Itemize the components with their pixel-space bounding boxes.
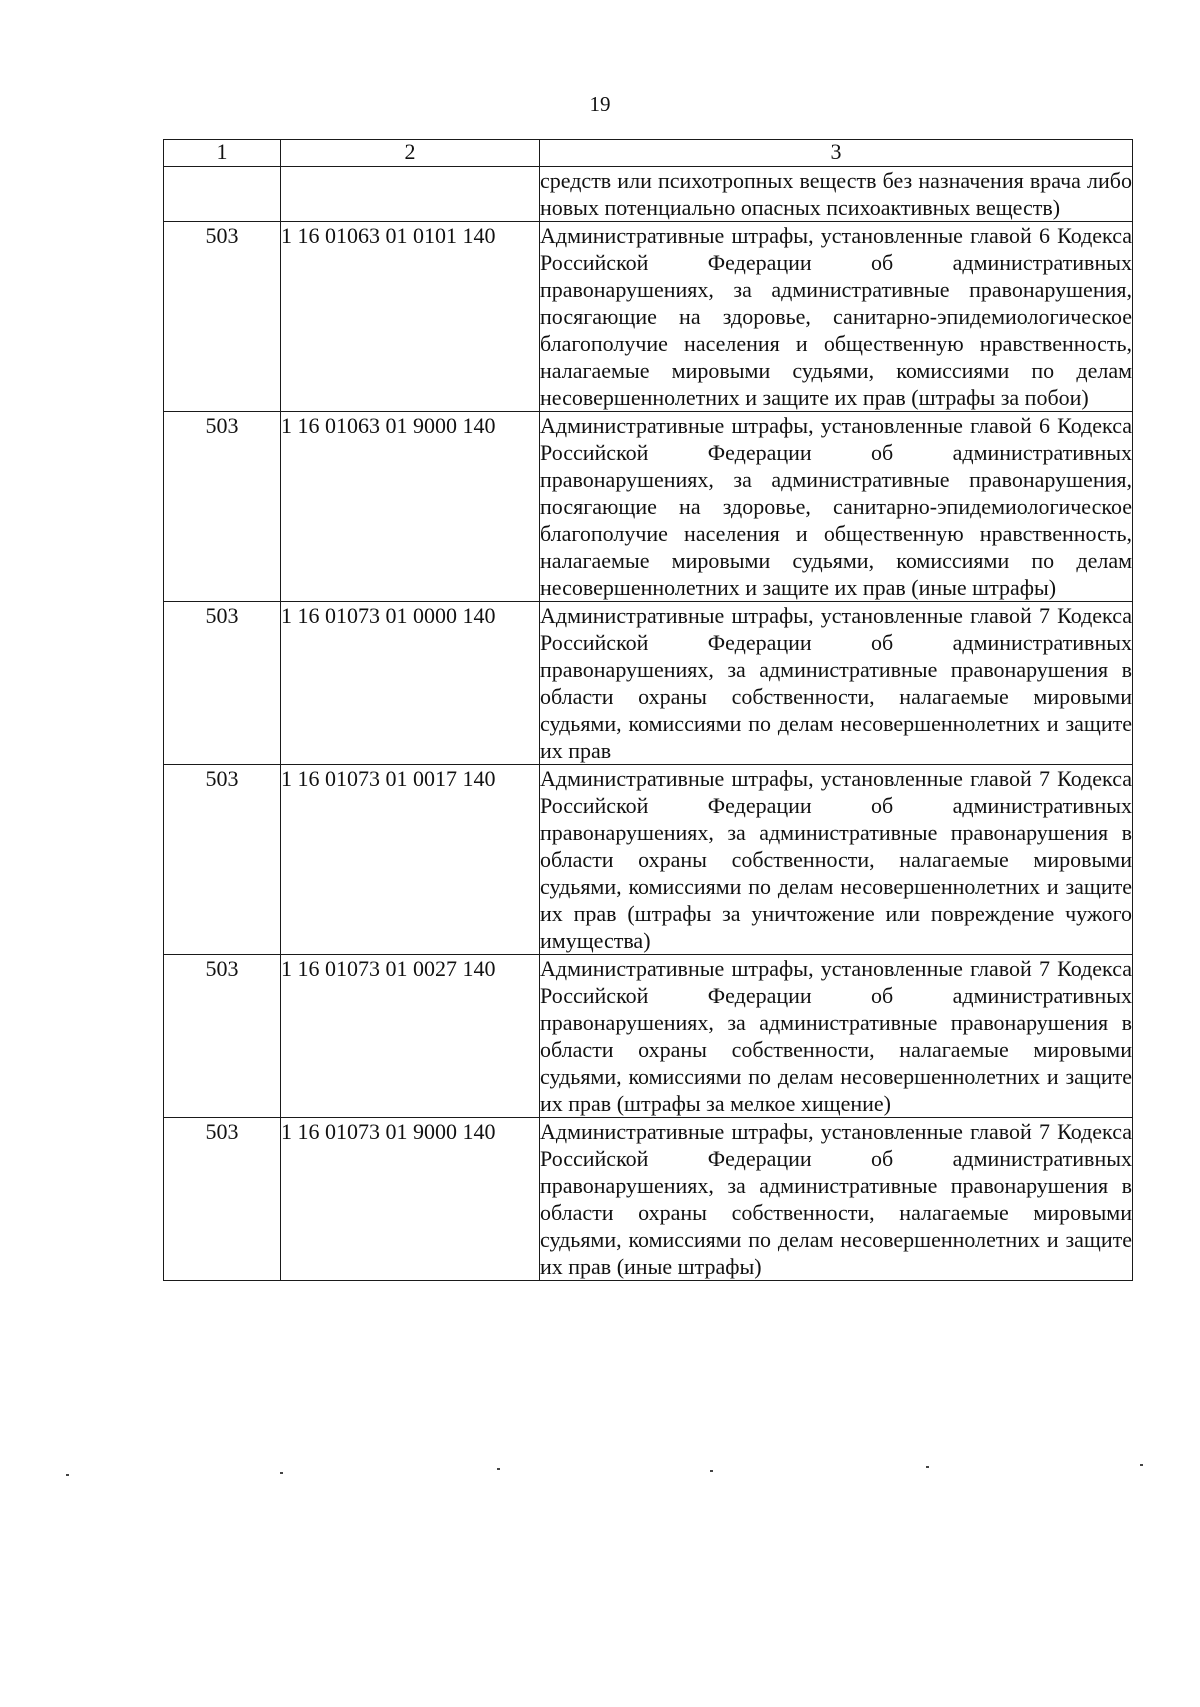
scan-speck (710, 1470, 713, 1472)
admin-code-cell (164, 167, 281, 222)
description-cell: Административные штрафы, установленные главой 7 Кодекса Российской Федерации об административных правонарушениях, за административные правонарушения в области охраны собственности, налагаемые мировыми судьями, комиссиями по делам несовершеннолетних и защите их прав (штрафы за уничтожение или повреждение чужого имущества) (540, 766, 1132, 953)
table-row (164, 955, 1133, 1118)
header-col-3: 3 (540, 140, 1133, 167)
scan-speck (66, 1474, 69, 1476)
scan-speck (926, 1466, 929, 1468)
page-number: 19 (589, 92, 611, 116)
table-header-row (164, 140, 1133, 167)
table-row (164, 602, 1133, 765)
budget-code-cell: 1 16 01073 01 0000 140 (281, 602, 540, 765)
admin-code-cell: 503 (164, 955, 281, 1118)
description-cell: Административные штрафы, установленные главой 6 Кодекса Российской Федерации об административных правонарушениях, за административные правонарушения, посягающие на здоровье, санитарно-эпидемиологическое благополучие населения и общественную нравственность, налагаемые мировыми судьями, комиссиями по делам несовершеннолетних и защите их прав (штрафы за побои) (540, 223, 1132, 410)
budget-code-cell: 1 16 01073 01 9000 140 (281, 1118, 540, 1281)
admin-code-cell: 503 (164, 765, 281, 955)
header-col-2: 2 (281, 140, 540, 167)
description-cell: Административные штрафы, установленные главой 6 Кодекса Российской Федерации об административных правонарушениях, за административные правонарушения, посягающие на здоровье, санитарно-эпидемиологическое благополучие населения и общественную нравственность, налагаемые мировыми судьями, комиссиями по делам несовершеннолетних и защите их прав (иные штрафы) (540, 413, 1132, 600)
description-cell: Административные штрафы, установленные главой 7 Кодекса Российской Федерации об административных правонарушениях, за административные правонарушения в области охраны собственности, налагаемые мировыми судьями, комиссиями по делам несовершеннолетних и защите их прав (540, 603, 1132, 763)
scan-speck (497, 1468, 500, 1470)
budget-code-table (163, 139, 1133, 1281)
budget-code-cell: 1 16 01073 01 0017 140 (281, 765, 540, 955)
scan-speck (280, 1472, 283, 1474)
admin-code-cell: 503 (164, 1118, 281, 1281)
budget-code-cell: 1 16 01063 01 0101 140 (281, 222, 540, 412)
description-cell: Административные штрафы, установленные главой 7 Кодекса Российской Федерации об административных правонарушениях, за административные правонарушения в области охраны собственности, налагаемые мировыми судьями, комиссиями по делам несовершеннолетних и защите их прав (штрафы за мелкое хищение) (540, 956, 1132, 1116)
description-cell: средств или психотропных веществ без назначения врача либо новых потенциально опасных психоактивных веществ) (540, 168, 1132, 220)
scan-speck (1140, 1464, 1143, 1466)
table-row (164, 765, 1133, 955)
budget-code-cell (281, 167, 540, 222)
header-col-1: 1 (164, 140, 281, 167)
budget-code-cell: 1 16 01073 01 0027 140 (281, 955, 540, 1118)
admin-code-cell: 503 (164, 222, 281, 412)
scan-artifact-dots (0, 1460, 1200, 1490)
admin-code-cell: 503 (164, 412, 281, 602)
table-row (164, 167, 1133, 222)
table-row (164, 412, 1133, 602)
table-row (164, 1118, 1133, 1281)
admin-code-cell: 503 (164, 602, 281, 765)
budget-code-cell: 1 16 01063 01 9000 140 (281, 412, 540, 602)
description-cell: Административные штрафы, установленные главой 7 Кодекса Российской Федерации об административных правонарушениях, за административные правонарушения в области охраны собственности, налагаемые мировыми судьями, комиссиями по делам несовершеннолетних и защите их прав (иные штрафы) (540, 1119, 1132, 1279)
table-row (164, 222, 1133, 412)
